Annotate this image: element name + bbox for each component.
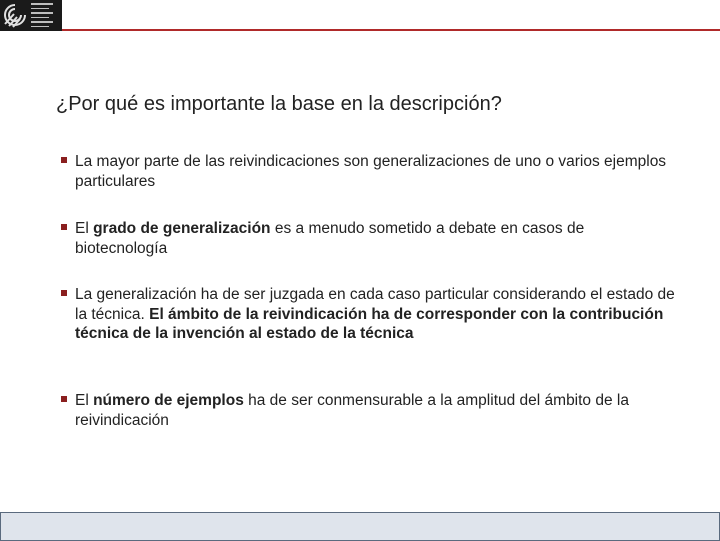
bullet-segment: es a menudo sometido a debate en casos de biotecnología — [75, 220, 585, 257]
bullet-segment: La generalización ha de ser juzgada en cada caso particular considerando el estado de la técnica. — [75, 286, 675, 323]
bullet-item — [60, 219, 680, 258]
bullet-text — [75, 220, 584, 257]
bullet-marker-icon — [61, 396, 67, 402]
logo-wordmark — [31, 3, 60, 27]
bullet-segment: El — [75, 392, 94, 409]
bullet-marker-icon — [61, 224, 67, 230]
bullet-emphasis: El ámbito de la reivindicación ha de corresponder con la contribución técnica de la invención al estado de la técnica — [75, 305, 664, 342]
organization-logo — [0, 0, 62, 31]
bullet-segment: ha de ser conmensurable a la amplitud del ámbito de la reivindicación — [75, 392, 629, 429]
organization-logo-icon — [2, 2, 28, 29]
bullet-emphasis: grado de generalización — [93, 220, 271, 237]
bullet-marker-icon — [61, 157, 67, 163]
bullet-text — [75, 153, 666, 190]
header-rule — [62, 29, 720, 31]
bullet-text — [75, 286, 675, 342]
slide-title: ¿Por qué es importante la base en la descripción? — [56, 93, 502, 115]
footer-bar — [0, 512, 720, 541]
bullet-item — [60, 285, 680, 344]
bullet-marker-icon — [61, 290, 67, 296]
bullet-text — [75, 392, 629, 429]
bullet-emphasis: número de ejemplos — [93, 392, 244, 409]
bullet-segment: El — [75, 220, 94, 237]
bullet-item — [60, 391, 680, 430]
bullet-segment: La mayor parte de las reivindicaciones son generalizaciones de uno o varios ejemplos particulares — [75, 153, 667, 190]
bullet-item — [60, 152, 680, 191]
